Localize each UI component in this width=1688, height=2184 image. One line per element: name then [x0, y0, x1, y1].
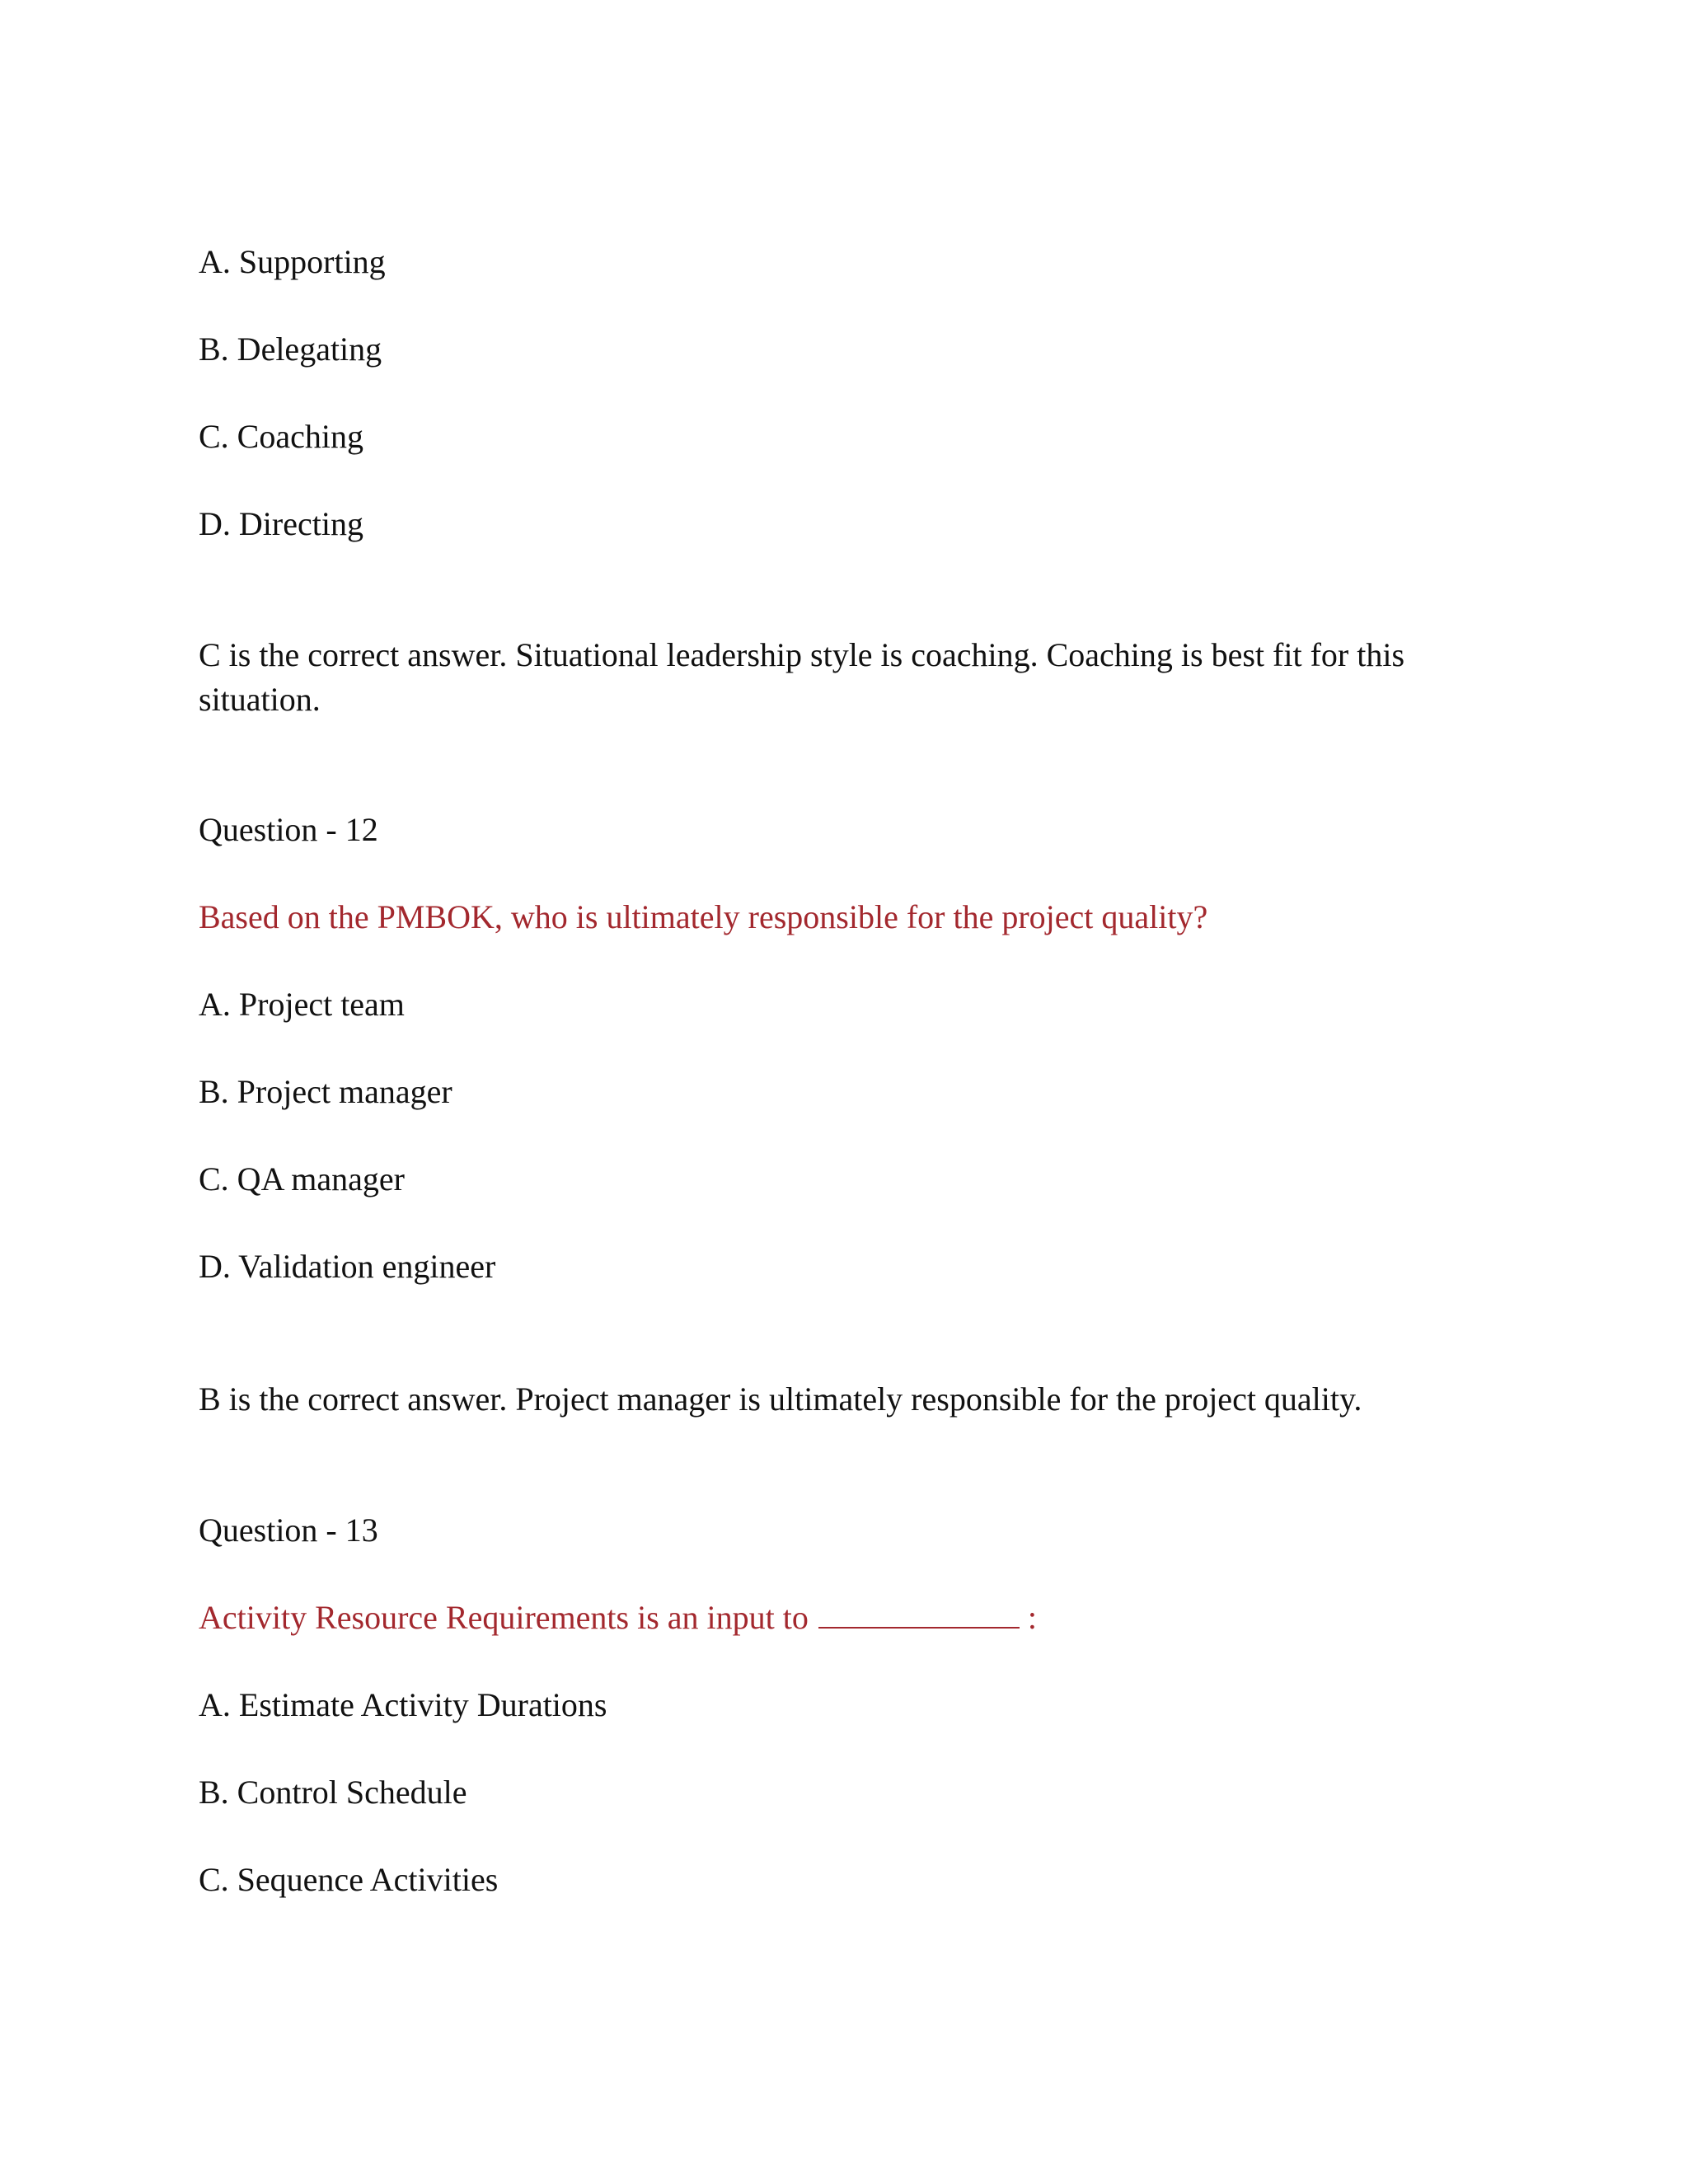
option-d: D. Directing [199, 505, 363, 542]
question-12-heading: Question - 12 [199, 811, 378, 848]
option-b: B. Delegating [199, 330, 382, 368]
question-12-text: Based on the PMBOK, who is ultimately responsible for the project quality? [199, 898, 1208, 935]
q13-option-b: B. Control Schedule [199, 1774, 467, 1811]
option-c: C. Coaching [199, 418, 363, 455]
question-13-text [199, 1596, 1037, 1640]
q12-option-b: B. Project manager [199, 1073, 452, 1110]
question-13-text-after-blank: : [1027, 1599, 1037, 1636]
q12-option-d: D. Validation engineer [199, 1248, 496, 1285]
question-13-text-before-blank: Activity Resource Requirements is an input to [199, 1599, 809, 1636]
fill-in-blank [818, 1597, 1020, 1629]
q12-answer-explanation: B is the correct answer. Project manager is ultimately responsible for the project quality. [199, 1380, 1362, 1418]
q13-option-c: C. Sequence Activities [199, 1861, 499, 1898]
q12-option-c: C. QA manager [199, 1160, 405, 1197]
q12-option-a: A. Project team [199, 986, 405, 1023]
option-a: A. Supporting [199, 243, 386, 280]
q13-option-a: A. Estimate Activity Durations [199, 1686, 607, 1723]
question-13-heading: Question - 13 [199, 1511, 378, 1549]
answer-explanation: C is the correct answer. Situational leadership style is coaching. Coaching is best fit for this situation. [199, 636, 1405, 718]
